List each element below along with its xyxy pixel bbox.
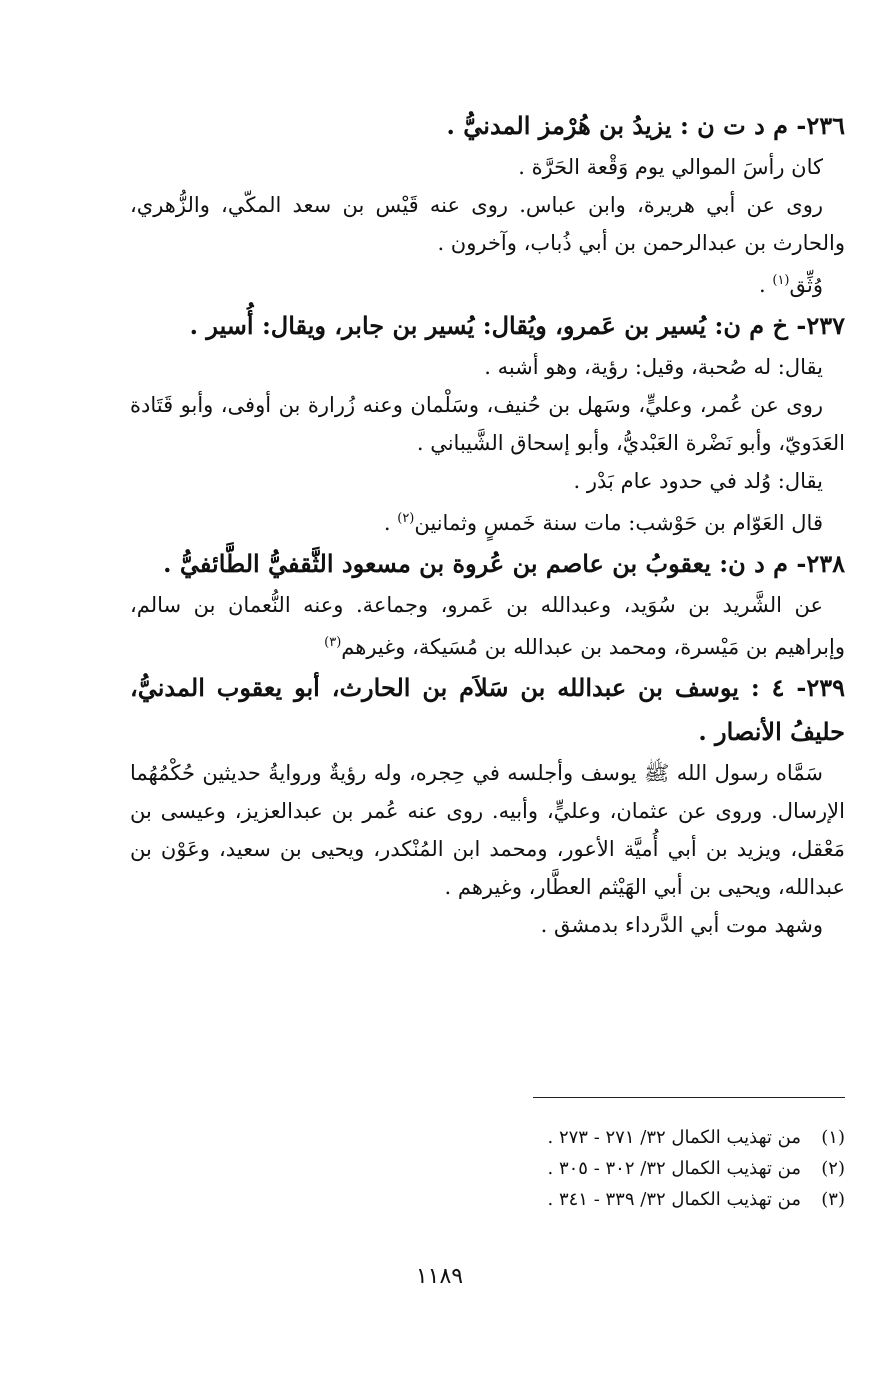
footnote xyxy=(130,1184,845,1215)
entry-heading: ٢٣٦- م د ت ن : يزيدُ بن هُرْمز المدنيُّ . xyxy=(446,111,845,140)
footnote-number: (٣) xyxy=(821,1189,845,1210)
paragraph-text: قال العَوّام بن حَوْشب: مات سنة خَمسٍ وثمانين xyxy=(414,511,823,535)
paragraph-end: . xyxy=(759,273,773,297)
main-text xyxy=(130,104,845,944)
paragraph-text: عن الشَّريد بن سُوَيد، وعبدالله بن عَمرو، وجماعة. وعنه النُّعمان بن سالم، وإبراهيم بن مَيْسرة، ومحمد بن عبدالله بن مُسَيكة، وغيرهم xyxy=(130,593,845,659)
entry-paragraph xyxy=(130,586,845,666)
entry-paragraph xyxy=(130,262,845,304)
footnote xyxy=(130,1122,845,1153)
footnote-text: من تهذيب الكمال ٣٢/ ٣٠٢ - ٣٠٥ . xyxy=(547,1158,801,1179)
entry-heading: ٢٣٩- ٤ : يوسف بن عبدالله بن سَلاَم بن الحارث، أبو يعقوب المدنيُّ، حليفُ الأنصار . xyxy=(130,673,845,746)
footnote-number: (٢) xyxy=(821,1158,845,1179)
footnote-text: من تهذيب الكمال ٣٢/ ٢٧١ - ٢٧٣ . xyxy=(547,1127,801,1148)
footnotes xyxy=(130,1122,845,1215)
footnote-number: (١) xyxy=(821,1127,845,1148)
footnote-divider xyxy=(533,1097,845,1098)
paragraph-text: وُثِّق xyxy=(789,273,823,297)
entry-paragraph: يقال: له صُحبة، وقيل: رؤية، وهو أشبه . xyxy=(484,355,823,379)
entry-paragraph: سَمَّاه رسول الله ﷺ يوسف وأجلسه في حِجره، وله رؤيةٌ وروايةُ حديثين حُكْمُهُما الإرسال. وروى عن عثمان، وعليٍّ، وأبيه. روى عنه عُمر بن عبدالعزيز، وعيسى بن مَعْقل، ويزيد بن أبي أُميَّة الأعور، ومحمد ابن المُنْكدر، ويحيى بن سعيد، وعَوْن بن عبدالله، ويحيى بن أبي الهَيْثم العطَّار، وغيرهم . xyxy=(130,761,845,899)
page-number: ١١٨٩ xyxy=(415,1264,464,1289)
footnote-text: من تهذيب الكمال ٣٢/ ٣٣٩ - ٣٤١ . xyxy=(547,1189,801,1210)
paragraph-end: . xyxy=(383,511,398,535)
entry-paragraph: يقال: وُلد في حدود عام بَدْر . xyxy=(573,469,823,493)
footnote-marker: (٣) xyxy=(324,635,342,650)
footnote-marker: (٢) xyxy=(397,511,415,526)
entry-heading: ٢٣٧- خ م ن: يُسير بن عَمرو، ويُقال: يُسير بن جابر، ويقال: أُسير . xyxy=(189,311,845,340)
entry-heading: ٢٣٨- م د ن: يعقوبُ بن عاصم بن عُروة بن مسعود الثَّقفيُّ الطَّائفيُّ . xyxy=(163,549,845,578)
entry-paragraph: وشهد موت أبي الدَّرداء بدمشق . xyxy=(540,913,823,937)
entry-paragraph: روى عن عُمر، وعليٍّ، وسَهل بن حُنيف، وسَلْمان وعنه زُرارة بن أوفى، وأبو قَتَادة العَدَويّ، وأبو نَضْرة العَبْديُّ، وأبو إسحاق الشَّيباني . xyxy=(130,393,845,455)
entry-paragraph: روى عن أبي هريرة، وابن عباس. روى عنه قَيْس بن سعد المكّي، والزُّهري، والحارث بن عبدالرحمن بن أبي ذُباب، وآخرون . xyxy=(130,193,845,255)
footnote xyxy=(130,1153,845,1184)
entry-paragraph xyxy=(130,500,845,542)
entry-paragraph: كان رأسَ الموالي يوم وَقْعة الحَرَّة . xyxy=(518,155,823,179)
footnote-marker: (١) xyxy=(772,273,790,288)
